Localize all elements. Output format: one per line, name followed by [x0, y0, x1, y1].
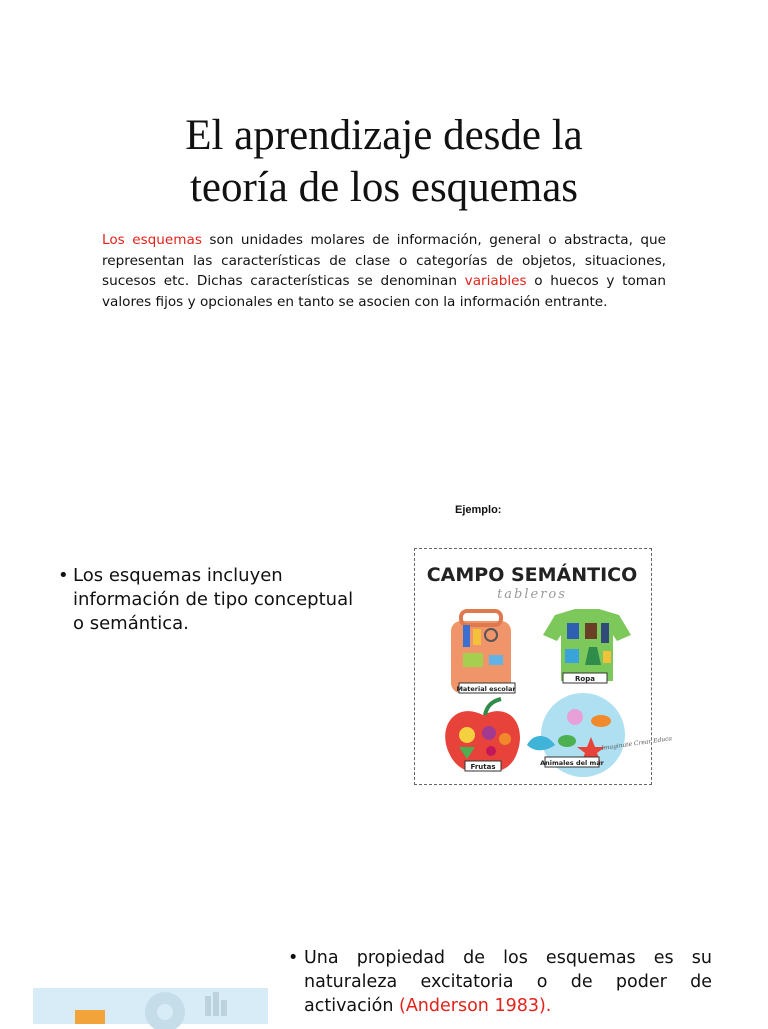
gear-illustration — [33, 988, 268, 1024]
title-line-1: El aprendizaje desde la — [185, 112, 583, 159]
bullet-dot: • — [58, 565, 69, 586]
label-frutas: Frutas — [470, 763, 496, 771]
apple-icon — [445, 699, 520, 772]
paragraph-text-1: son unidades molares de información, general o abstracta, que representan las características de clase o categorías de objetos, situaciones, sucesos etc. Dichas características se denominan — [102, 232, 666, 289]
paragraph-text-2: o huecos y toman valores fijos y opcionales en tanto se asocien con la información entrante. — [102, 273, 666, 310]
image-signature: Imaginate Crear Educa — [601, 735, 673, 752]
image-heading: CAMPO SEMÁNTICO — [426, 564, 638, 586]
slide-thumbnail-image — [33, 988, 268, 1024]
label-material-escolar: Material escolar — [456, 685, 516, 693]
citation-anderson: (Anderson 1983). — [399, 996, 552, 1016]
highlight-variables: variables — [464, 273, 527, 289]
bullet-activation — [288, 946, 712, 1018]
highlight-los-esquemas: Los esquemas — [102, 232, 202, 248]
activation-text: Una propiedad de los esquemas es su naturaleza excitatoria o de poder de activación — [304, 948, 712, 1016]
bullet-conceptual — [58, 564, 368, 636]
definition-paragraph — [102, 230, 666, 312]
backpack-icon — [451, 611, 515, 693]
bullet-conceptual-text: Los esquemas incluyen información de tipo conceptual o semántica. — [73, 565, 354, 634]
example-label: Ejemplo: — [455, 504, 502, 516]
image-subheading: tableros — [497, 587, 567, 602]
shirt-icon — [543, 609, 631, 683]
bullet-dot: • — [288, 948, 299, 968]
title-line-2: teoría de los esquemas — [189, 164, 579, 211]
campo-semantico-illustration — [415, 549, 673, 783]
slide-title — [60, 110, 708, 214]
label-ropa: Ropa — [575, 675, 595, 683]
bullet-activation-text — [304, 946, 712, 1018]
campo-semantico-image — [414, 548, 673, 785]
label-animales-del-mar: Animales del mar — [540, 759, 604, 767]
